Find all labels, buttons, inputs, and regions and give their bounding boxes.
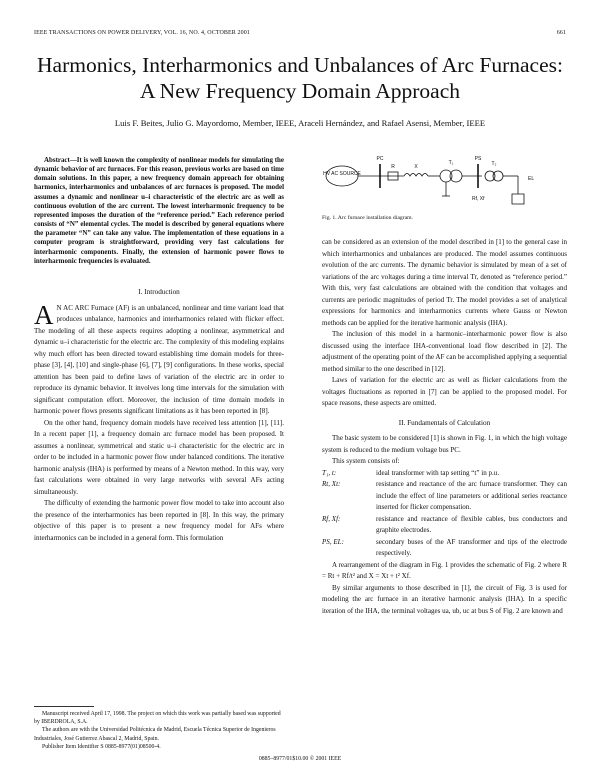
section-1-title: I. Introduction	[138, 288, 180, 296]
definition-desc: resistance and reactance of the arc furnace transformer. They can include the effect of line parameters or additional series reactance inserted for flicker compensation.	[376, 480, 567, 511]
section-2-title: II. Fundamentals of Calculation	[398, 418, 491, 427]
definition-term: Rf, Xf:	[322, 514, 341, 523]
drop-cap: A	[34, 299, 54, 330]
footnote-affiliation: The authors are with the Universidad Politécnica de Madrid, Escuela Técnica Superior de Ingenieros Industriales, José Gutierrez Abascal 2, Madrid, Spain.	[34, 727, 276, 742]
intro-paragraph-3: The difficulty of extending the harmonic power flow model to take into account also the presence of the interharmonics has been reported in [8]. In this way, the primary objective of this paper is to present a new frequency model for AFs where interharmonics can be included in a general form. This formulation	[34, 499, 284, 542]
label-el: EL	[528, 176, 535, 182]
figure-1-caption: Fig. 1. Arc furnace installation diagram.	[322, 215, 413, 221]
right-paragraph-3: Laws of variation for the electric arc as well as flicker calculations from the voltages fluctuations as reported in [7] can be applied to the proposed model. For space reasons, these aspects are omitted.	[322, 376, 567, 407]
label-r: R	[391, 164, 395, 170]
right-paragraph-6: A rearrangement of the diagram in Fig. 1 provides the schematic of Fig. 2 where R = Rt + Rf/t² and X = Xt + t² Xf.	[322, 560, 567, 580]
right-paragraph-1: can be considered as an extension of the model described in [1] to the general case in which interharmonics and unbalances are produced. The model assumes continuous evolution of the arc currents. The dynamic behavior is simulated by mean of a set of variations of the arc voltages during a time interval Tr, denoted as “reference period.” With this, very fast calculations are obtained with the condition that voltages and currents are periodic magnitudes of period Tr. The model provides a set of analytical expressions for harmonics and interharmonics currents where Gauss or Newton methods can be applied for the iterative harmonic analysis (IHA).	[322, 238, 567, 327]
footnote-identifier: Publisher Item Identifier S 0885-8977(01)08500-4.	[42, 743, 161, 750]
footnote-manuscript: Manuscript received April 17, 1998. The project on which this work was partially based was supported by IBERDROLA, S.A.	[34, 711, 281, 726]
definition-item	[322, 479, 567, 514]
label-t2: T₂	[491, 161, 497, 167]
definition-list	[322, 468, 567, 560]
definition-term: PS, EL:	[322, 537, 344, 546]
right-column	[322, 237, 567, 617]
label-source: HV AC SOURCE	[323, 171, 361, 177]
definition-term: Rt, Xt:	[322, 480, 341, 488]
running-header	[34, 30, 566, 36]
arc-furnace-diagram	[322, 150, 567, 214]
definition-desc: ideal transformer with tap setting “t” in p.u.	[376, 468, 500, 477]
definition-item	[322, 514, 567, 537]
definition-term: T₁, t:	[322, 468, 337, 477]
footnotes	[34, 710, 284, 751]
label-ps: PS	[474, 156, 482, 162]
definition-item	[322, 468, 567, 480]
copyright-line: 0885–8977/01$10.00 © 2001 IEEE	[258, 756, 342, 762]
author-list: Luis F. Beites, Julio G. Mayordomo, Member, IEEE, Araceli Hernández, and Rafael Asensi, Member, IEEE	[114, 118, 486, 128]
intro-paragraph-2: On the other hand, frequency domain models have received less attention [1], [11]. In a recent paper [1], a frequency domain arc furnace model has been proposed. It assumes a nonlinear, symmetrical and static u–i characteristic for the electric arc in order to be included in a harmonic power flow under balanced conditions. The iterative harmonic analysis (IHA) is performed by means of a Newton method. In this way, very fast calculations were obtained in very large networks with several AFs acting simultaneously.	[34, 418, 284, 496]
definition-desc: secondary buses of the AF transformer and tips of the electrode respectively.	[376, 537, 567, 557]
journal-name: IEEE TRANSACTIONS ON POWER DELIVERY, VOL. 16, NO. 4, OCTOBER 2001	[34, 30, 250, 36]
right-paragraph-4: The basic system to be considered [1] is shown in Fig. 1, in which the high voltage system is reduced to the medium voltage bus PC.	[322, 434, 567, 454]
definition-desc: resistance and reactance of flexible cables, bus conductors and graphite electrodes.	[376, 514, 567, 534]
definition-item	[322, 537, 567, 560]
introduction-section	[34, 287, 284, 544]
label-x: X	[414, 164, 418, 170]
intro-paragraph-1: A N AC ARC Furnace (AF) is an unbalanced, nonlinear and time variant load that produces unbalance, harmonics and interharmonics related with flicker effect. The modeling of all these aspects requires adopting a nonlinear, asymmetrical and dynamic u–i characteristic for the electric arc. The complexity of this modeling explains why much effort has been directed toward establishing time domain models for three-phase [3], [4], [10] and single-phase [6], [7], [9] configurations. In these works, special attention has been paid to define laws of variation of the electric arc in order to reproduce its dynamic behavior. It involves long time intervals for the simulation with significant computation effort. Moreover, the inclusion of time domain models in harmonic power flows presents significant limitations as it has been reported in [8].	[34, 299, 284, 415]
label-rf: Rf, Xf	[472, 196, 485, 202]
label-pc: PC	[376, 156, 384, 162]
right-paragraph-5: This system consists of:	[332, 457, 400, 465]
abstract-text: Abstract—It is well known the complexity of nonlinear models for simulating the dynamic behavior of arc furnaces. For this reason, previous works are based on time domain solutions. In this paper, a new frequency domain approach for obtaining harmonics, interharmonics and unbalances of arc furnaces is proposed. The model assumes a dynamic and nonlinear u–i characteristic of the electric arc as well as continuous evolution of the arc current. The lowest interharmonic frequency to be represented imposes the duration of the “reference period.” Each reference period consists of “N” elemental cycles. The model is described by general equations where the parameter “N” can take any value. The implementation of these equations in a computer program is straightforward, providing very fast calculations for interharmonic components. Finally, the extension of harmonic power flows to interharmonic frequencies is evaluated.	[34, 156, 284, 265]
page-number: 661	[556, 30, 566, 36]
label-t1: T₁	[448, 160, 454, 166]
abstract	[34, 156, 284, 266]
right-paragraph-7: By similar arguments to those described in [1], the circuit of Fig. 3 is used for modeling the arc furnace in an iterative harmonic analysis (IHA). In a specific iteration of the IHA, the terminal voltages ua, ub, uc at bus S of Fig. 2 are known and	[322, 583, 567, 615]
right-paragraph-2: The inclusion of this model in a harmonic–interharmonic power flow is also discussed using the interface IHA-conventional load flow described in [2]. The adjustment of the operating point of the AF can be accomplished applying a sequential method similar to the one described in [12].	[322, 330, 567, 373]
footnote-rule	[34, 706, 94, 707]
paper-title: Harmonics, Interharmonics and Unbalances of Arc Furnaces: A New Frequency Domain Approach	[37, 53, 563, 103]
figure-1-diagram	[322, 150, 567, 214]
